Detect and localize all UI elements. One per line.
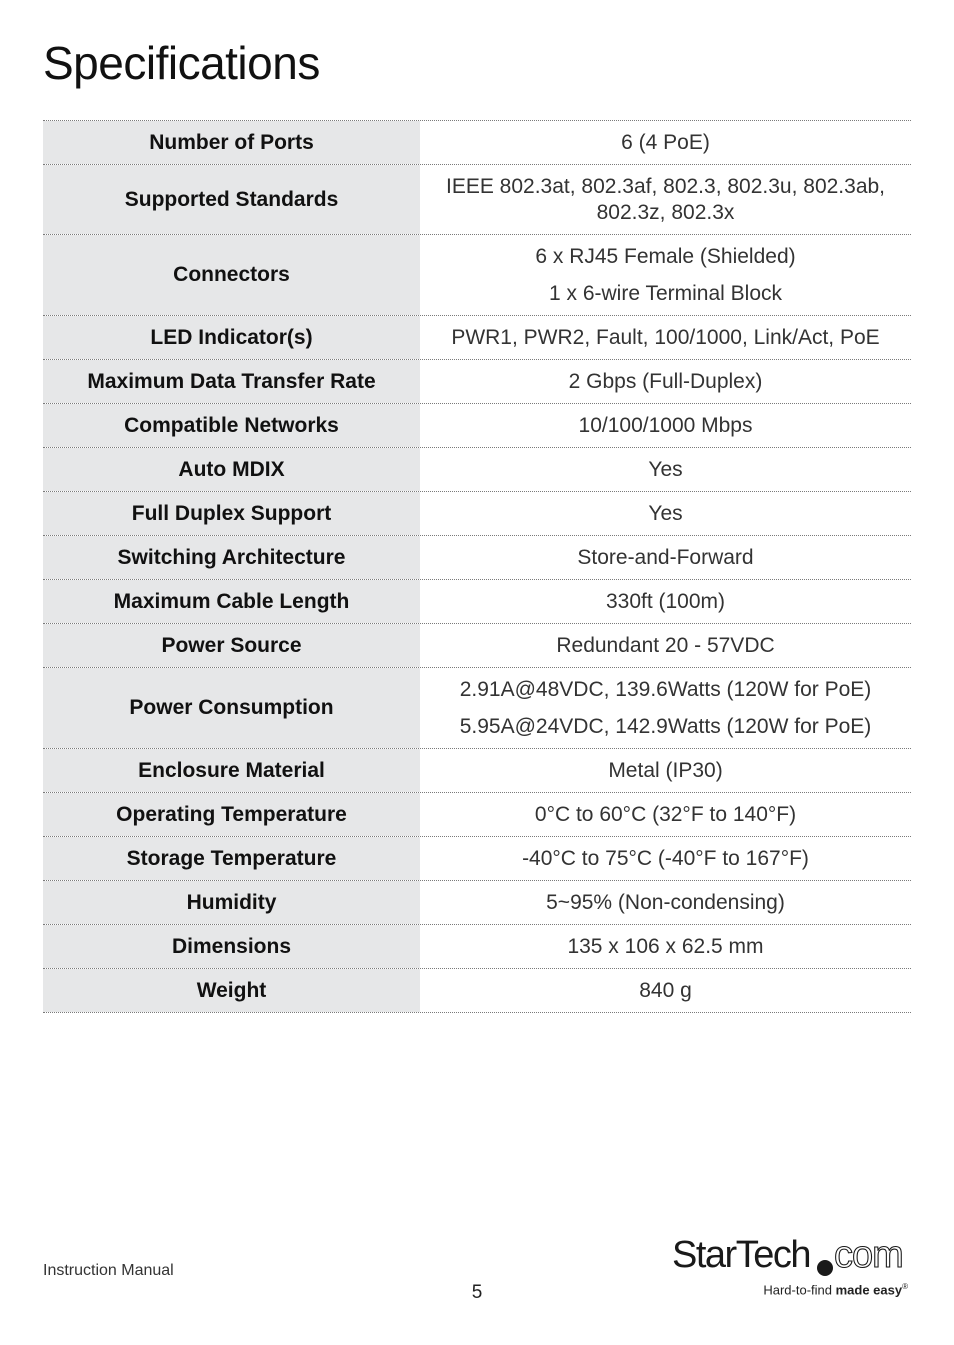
spec-label: Humidity [43, 881, 420, 924]
table-row [43, 624, 911, 668]
spec-value-line: Yes [648, 501, 683, 525]
spec-value-line: Metal (IP30) [608, 758, 723, 782]
spec-value-line: PWR1, PWR2, Fault, 100/1000, Link/Act, PoE [451, 325, 880, 349]
spec-value-line: 6 (4 PoE) [621, 130, 710, 154]
table-row [43, 448, 911, 492]
table-row [43, 536, 911, 580]
spec-value-line: 840 g [639, 978, 692, 1002]
spec-label: LED Indicator(s) [43, 316, 420, 359]
spec-value [420, 969, 911, 1012]
spec-value [420, 448, 911, 491]
tagline-bold: made easy [835, 1282, 903, 1298]
spec-label: Weight [43, 969, 420, 1012]
spec-value [420, 121, 911, 164]
table-row [43, 235, 911, 316]
spec-label: Power Consumption [43, 668, 420, 748]
spec-label: Maximum Cable Length [43, 580, 420, 623]
table-row [43, 316, 911, 360]
spec-value-line: 330ft (100m) [605, 589, 726, 613]
spec-value-line: 135 x 106 x 62.5 mm [567, 934, 764, 958]
table-row [43, 360, 911, 404]
table-row [43, 668, 911, 749]
spec-label: Connectors [43, 235, 420, 315]
table-row [43, 580, 911, 624]
spec-value [420, 316, 911, 359]
spec-value-line: 10/100/1000 Mbps [578, 413, 753, 437]
spec-value-line: Redundant 20 - 57VDC [556, 633, 775, 657]
spec-value-line: 5~95% (Non-condensing) [546, 890, 785, 914]
spec-value-line: Store-and-Forward [577, 545, 754, 569]
spec-label: Compatible Networks [43, 404, 420, 447]
spec-value-line: 0°C to 60°C (32°F to 140°F) [534, 802, 797, 826]
table-row [43, 837, 911, 881]
spec-value-line: 1 x 6-wire Terminal Block [548, 281, 783, 305]
table-row [43, 793, 911, 837]
spec-value [420, 793, 911, 836]
startech-logo [672, 1232, 912, 1302]
brand-tagline [763, 1282, 908, 1297]
spec-value [420, 165, 911, 234]
startech-wordmark-icon [672, 1232, 912, 1276]
spec-value [420, 925, 911, 968]
spec-value-line: 2 Gbps (Full-Duplex) [568, 369, 763, 393]
spec-value [420, 360, 911, 403]
spec-value-line: 5.95A@24VDC, 142.9Watts (120W for PoE) [459, 714, 872, 738]
table-row [43, 404, 911, 448]
table-row [43, 969, 911, 1013]
table-row [43, 121, 911, 165]
spec-value [420, 624, 911, 667]
spec-value-line: 6 x RJ45 Female (Shielded) [535, 244, 796, 268]
specifications-table [43, 120, 911, 1013]
table-row [43, 749, 911, 793]
spec-label: Storage Temperature [43, 837, 420, 880]
spec-label: Maximum Data Transfer Rate [43, 360, 420, 403]
spec-value [420, 881, 911, 924]
spec-value-line: IEEE 802.3at, 802.3af, 802.3, 802.3u, 802.3ab, [445, 174, 886, 198]
spec-value-line: Yes [648, 457, 683, 481]
spec-label: Auto MDIX [43, 448, 420, 491]
spec-label: Dimensions [43, 925, 420, 968]
spec-value [420, 536, 911, 579]
svg-text:com: com [834, 1234, 903, 1276]
spec-value [420, 404, 911, 447]
spec-value-line: 802.3z, 802.3x [596, 200, 735, 224]
spec-value [420, 749, 911, 792]
spec-label: Switching Architecture [43, 536, 420, 579]
spec-value-line: 2.91A@48VDC, 139.6Watts (120W for PoE) [459, 677, 872, 701]
spec-value [420, 580, 911, 623]
svg-text:StarTech: StarTech [672, 1234, 810, 1276]
spec-label: Enclosure Material [43, 749, 420, 792]
table-row [43, 881, 911, 925]
spec-label: Operating Temperature [43, 793, 420, 836]
spec-label: Supported Standards [43, 165, 420, 234]
table-row [43, 925, 911, 969]
spec-value [420, 492, 911, 535]
spec-label: Number of Ports [43, 121, 420, 164]
footer-manual-label: Instruction Manual [43, 1262, 174, 1279]
table-row [43, 165, 911, 235]
spec-label: Full Duplex Support [43, 492, 420, 535]
registered-mark: ® [902, 1282, 908, 1291]
spec-value [420, 837, 911, 880]
spec-value [420, 235, 911, 315]
page-title: Specifications [43, 37, 320, 89]
spec-value [420, 668, 911, 748]
spec-label: Power Source [43, 624, 420, 667]
tagline-plain: Hard-to-find [763, 1282, 836, 1298]
table-row [43, 492, 911, 536]
spec-value-line: -40°C to 75°C (-40°F to 167°F) [522, 846, 809, 870]
page-number: 5 [471, 1282, 483, 1303]
